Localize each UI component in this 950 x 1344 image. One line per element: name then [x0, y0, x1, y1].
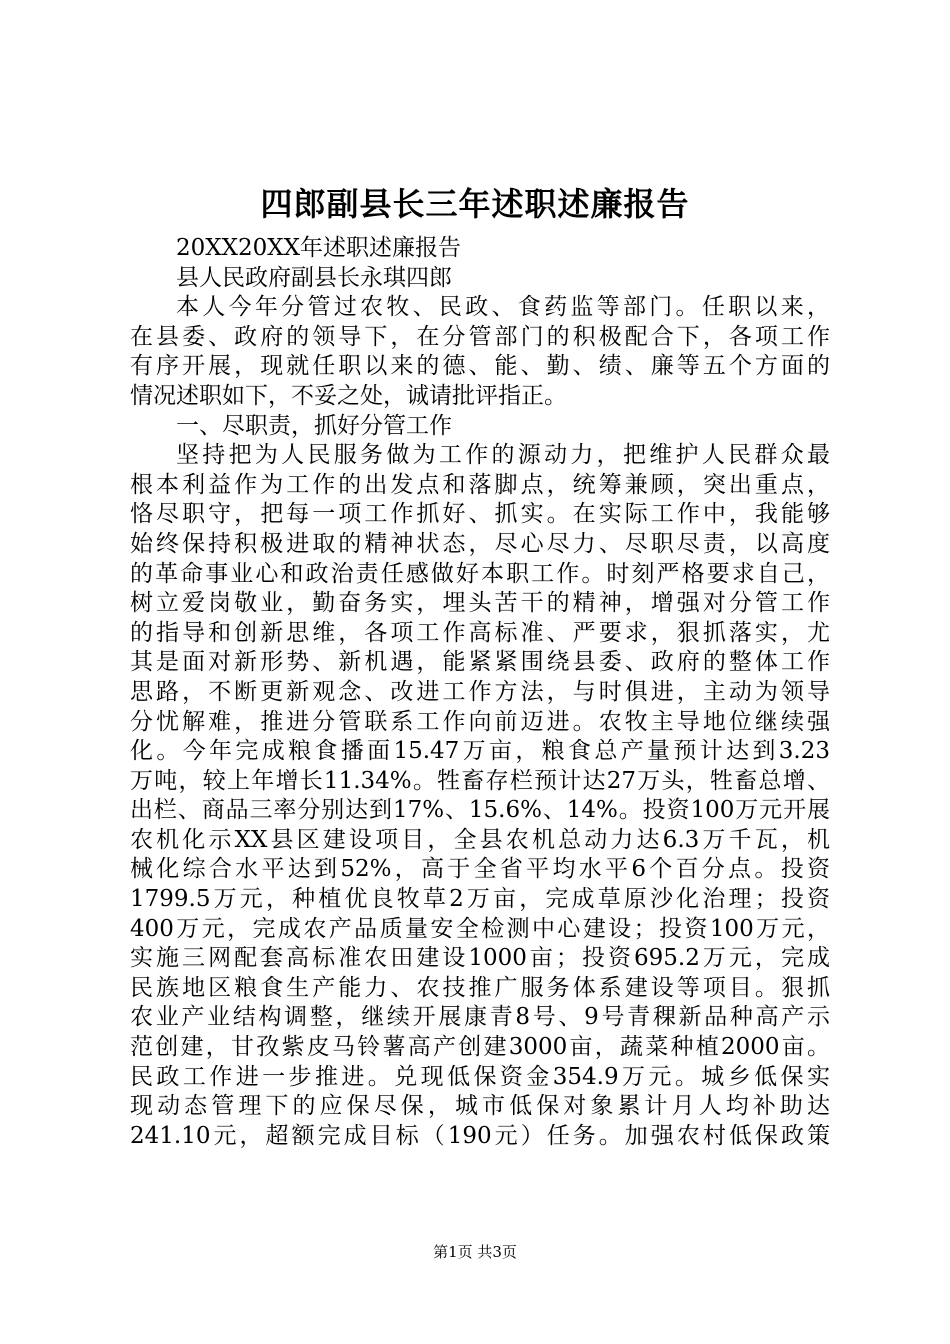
body-text-line: 本人今年分管过农牧、民政、食药监等部门。任职以来，	[176, 294, 830, 321]
body-text-line: 实施三网配套高标准农田建设1000亩；投资695.2万元，完成	[130, 945, 830, 972]
body-text-line: 树立爱岗敬业，勤奋务实，埋头苦干的精神，增强对分管工作	[130, 590, 830, 617]
body-text-line: 其是面对新形势、新机遇，能紧紧围绕县委、政府的整体工作	[130, 649, 830, 676]
body-text-line: 坚持把为人民服务做为工作的源动力，把维护人民群众最	[176, 442, 830, 469]
body-text-line: 分忧解难，推进分管联系工作向前迈进。农牧主导地位继续强	[130, 708, 830, 735]
body-text-line: 恪尽职守，把每一项工作抓好、抓实。在实际工作中，我能够	[130, 501, 830, 528]
section-heading-line: 一、尽职责，抓好分管工作	[176, 412, 452, 439]
document-title: 四郎副县长三年述职述廉报告	[260, 185, 690, 223]
body-text-line: 有序开展，现就任职以来的德、能、勤、绩、廉等五个方面的	[130, 353, 830, 380]
body-text-line: 始终保持积极进取的精神状态，尽心尽力、尽职尽责，以高度	[130, 530, 830, 557]
page-number-footer: 第1页 共3页	[433, 1243, 517, 1261]
body-text-line: 241.10元，超额完成目标（190元）任务。加强农村低保政策	[130, 1122, 830, 1149]
body-text-line: 范创建，甘孜紫皮马铃薯高产创建3000亩，蔬菜种植2000亩。	[130, 1034, 830, 1061]
body-text-line: 情况述职如下，不妥之处，诚请批评指正。	[130, 382, 567, 409]
document-body	[130, 234, 830, 1151]
body-text-line: 400万元，完成农产品质量安全检测中心建设；投资100万元，	[130, 915, 830, 942]
body-text-line: 1799.5万元，种植优良牧草2万亩，完成草原沙化治理；投资	[130, 886, 830, 913]
body-text-line: 根本利益作为工作的出发点和落脚点，统筹兼顾，突出重点，	[130, 471, 830, 498]
body-text-line: 化。今年完成粮食播面15.47万亩，粮食总产量预计达到3.23	[130, 738, 830, 765]
author-line: 县人民政府副县长永琪四郎	[176, 264, 452, 291]
body-text-line: 民政工作进一步推进。兑现低保资金354.9万元。城乡低保实	[130, 1063, 830, 1090]
body-text-line: 现动态管理下的应保尽保，城市低保对象累计月人均补助达	[130, 1093, 830, 1120]
body-text-line: 出栏、商品三率分别达到17%、15.6%、14%。投资100万元开展	[130, 797, 830, 824]
body-text-line: 在县委、政府的领导下，在分管部门的积极配合下，各项工作	[130, 323, 830, 350]
body-text-line: 农业产业结构调整，继续开展康青8号、9号青稞新品种高产示	[130, 1004, 830, 1031]
body-text-line: 万吨，较上年增长11.34%。牲畜存栏预计达27万头，牲畜总增、	[130, 767, 830, 794]
body-text-line: 民族地区粮食生产能力、农技推广服务体系建设等项目。狠抓	[130, 974, 830, 1001]
body-text-line: 农机化示XX县区建设项目，全县农机总动力达6.3万千瓦，机	[130, 826, 830, 853]
body-text-line: 的革命事业心和政治责任感做好本职工作。时刻严格要求自己，	[130, 560, 830, 587]
body-text-line: 的指导和创新思维，各项工作高标准、严要求，狠抓落实，尤	[130, 619, 830, 646]
report-subtitle-line: 20XX20XX年述职述廉报告	[176, 235, 462, 261]
body-text-line: 械化综合水平达到52%，高于全省平均水平6个百分点。投资	[130, 856, 830, 883]
body-text-line: 思路，不断更新观念、改进工作方法，与时俱进，主动为领导	[130, 678, 830, 705]
